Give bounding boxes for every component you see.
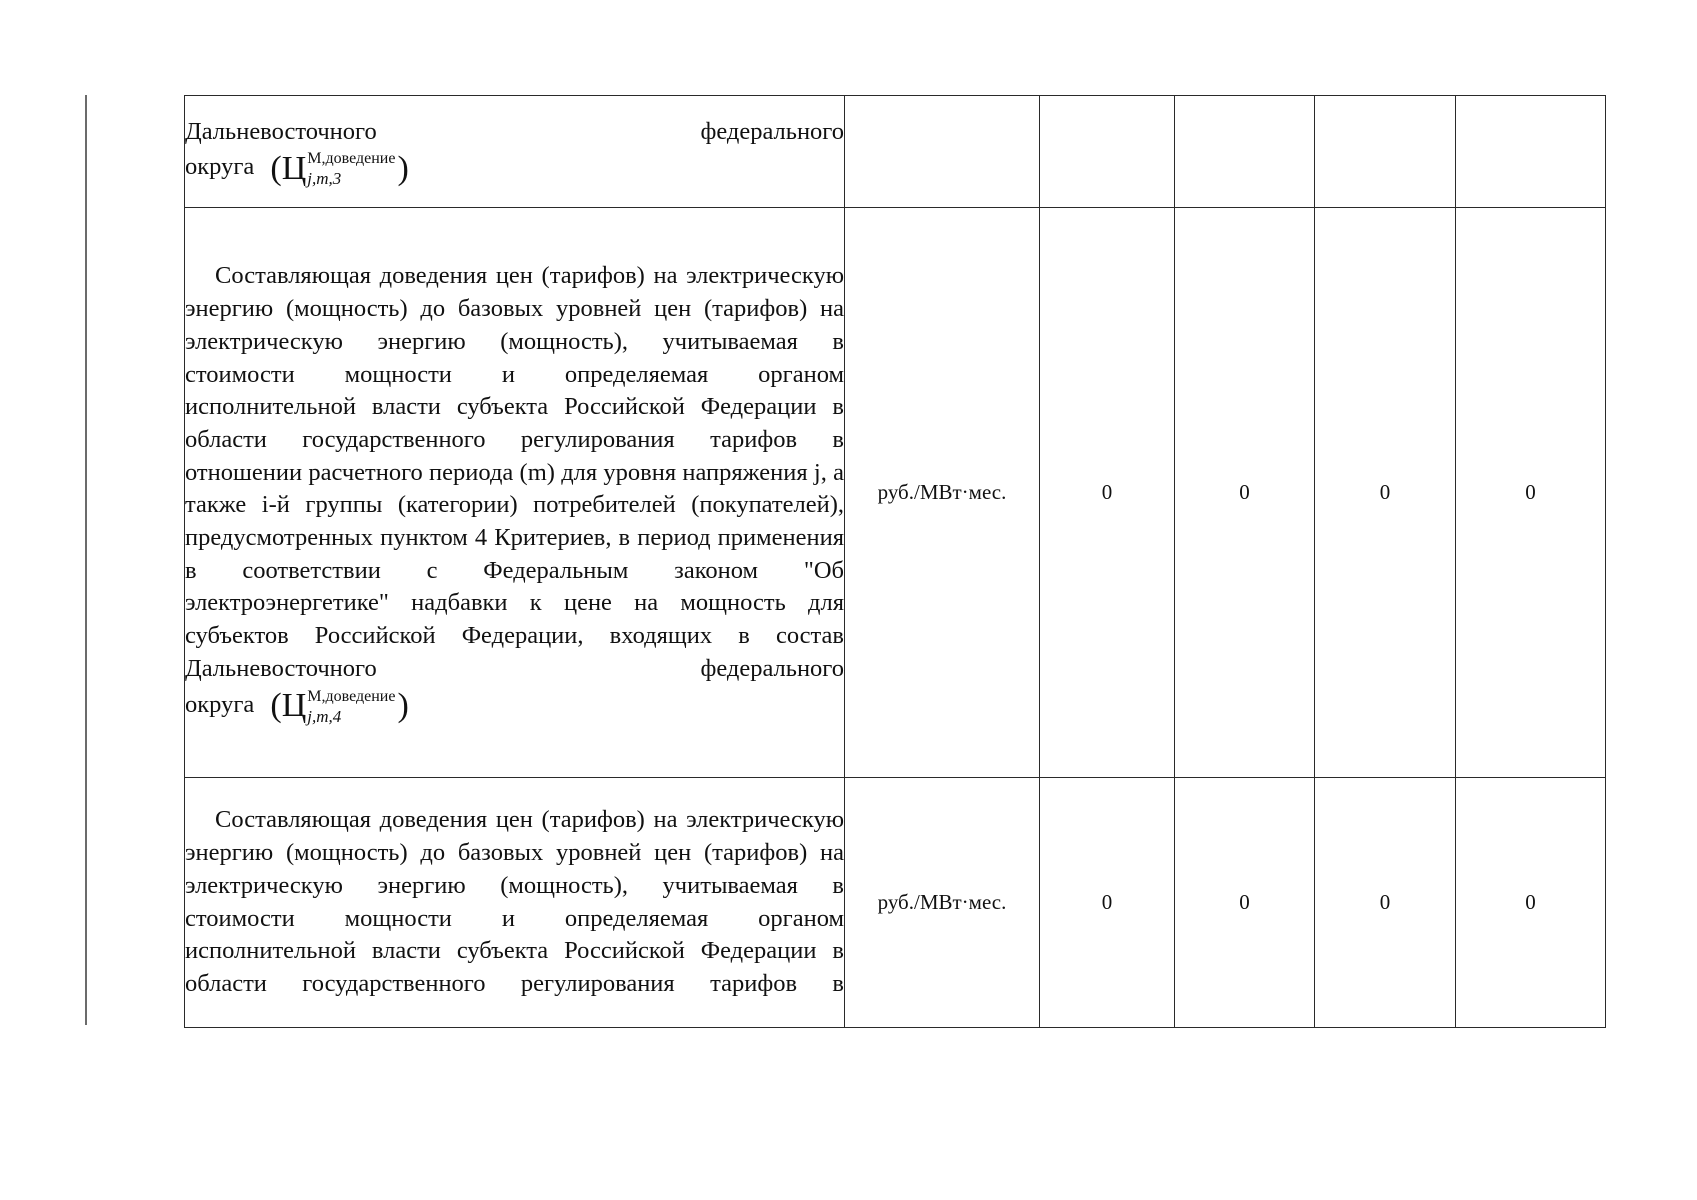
description-text: Дальневосточного федерального bbox=[185, 117, 844, 145]
description-last-word: округа bbox=[185, 153, 255, 181]
unit-cell: руб./МВт·мес. bbox=[845, 208, 1040, 778]
value-cell: 0 bbox=[1040, 778, 1175, 1028]
description-text: Составляющая доведения цен (тарифов) на электрическую энергию (мощность) до базовых уровней цен (тарифов) на электрическую энергию (мощность), учитываемая в стоимости мощности и определяемая органом исполнительной власти субъекта Российской Федерации в области государственного регулирования тарифов в bbox=[185, 806, 844, 997]
formula-base: Ц bbox=[281, 149, 307, 187]
value-cell: 0 bbox=[1040, 208, 1175, 778]
formula-superscript: М,доведение bbox=[307, 150, 396, 168]
value-cell: 0 bbox=[1175, 208, 1315, 778]
description-cell bbox=[185, 208, 845, 778]
formula-superscript: М,доведение bbox=[307, 687, 396, 705]
description-text: Составляющая доведения цен (тарифов) на электрическую энергию (мощность) до базовых уровней цен (тарифов) на электрическую энергию (мощность), учитываемая в стоимости мощности и определяемая органом исполнительной власти субъекта Российской Федерации в области государственного регулирования тарифов в отношении расчетного периода (m) для уровня напряжения j, а также i-й группы (категории) потребителей (покупателей), предусмотренных пунктом 4 Критериев, в период применения в соответствии с Федеральным законом "Об электроэнергетике" надбавки к цене на мощность для субъектов Российской Федерации, входящих в состав Дальневосточного федерального bbox=[185, 262, 844, 682]
description-last-word: округа bbox=[185, 690, 255, 718]
formula-subscript: j,m,4 bbox=[307, 706, 342, 726]
description-last-line bbox=[185, 688, 844, 725]
formula-base: Ц bbox=[281, 687, 307, 725]
description-cell bbox=[185, 778, 845, 1028]
value-cell bbox=[1040, 96, 1175, 208]
price-formula: ( Ц М,доведение j,m,3 ) bbox=[270, 149, 409, 189]
margin-rule bbox=[85, 95, 87, 1025]
value-cell: 0 bbox=[1315, 778, 1456, 1028]
unit-cell: руб./МВт·мес. bbox=[845, 778, 1040, 1028]
table-row bbox=[185, 208, 1606, 778]
description-last-line bbox=[185, 150, 844, 187]
value-cell: 0 bbox=[1456, 778, 1606, 1028]
price-formula: ( Ц М,доведение j,m,4 ) bbox=[270, 687, 409, 726]
formula-subscript: j,m,3 bbox=[307, 169, 342, 189]
value-cell: 0 bbox=[1175, 778, 1315, 1028]
value-cell bbox=[1456, 96, 1606, 208]
description-cell bbox=[185, 96, 845, 208]
value-cell: 0 bbox=[1315, 208, 1456, 778]
table-row bbox=[185, 96, 1606, 208]
value-cell bbox=[1315, 96, 1456, 208]
tariff-table bbox=[184, 95, 1606, 1028]
unit-cell bbox=[845, 96, 1040, 208]
table-row bbox=[185, 778, 1606, 1028]
value-cell: 0 bbox=[1456, 208, 1606, 778]
value-cell bbox=[1175, 96, 1315, 208]
